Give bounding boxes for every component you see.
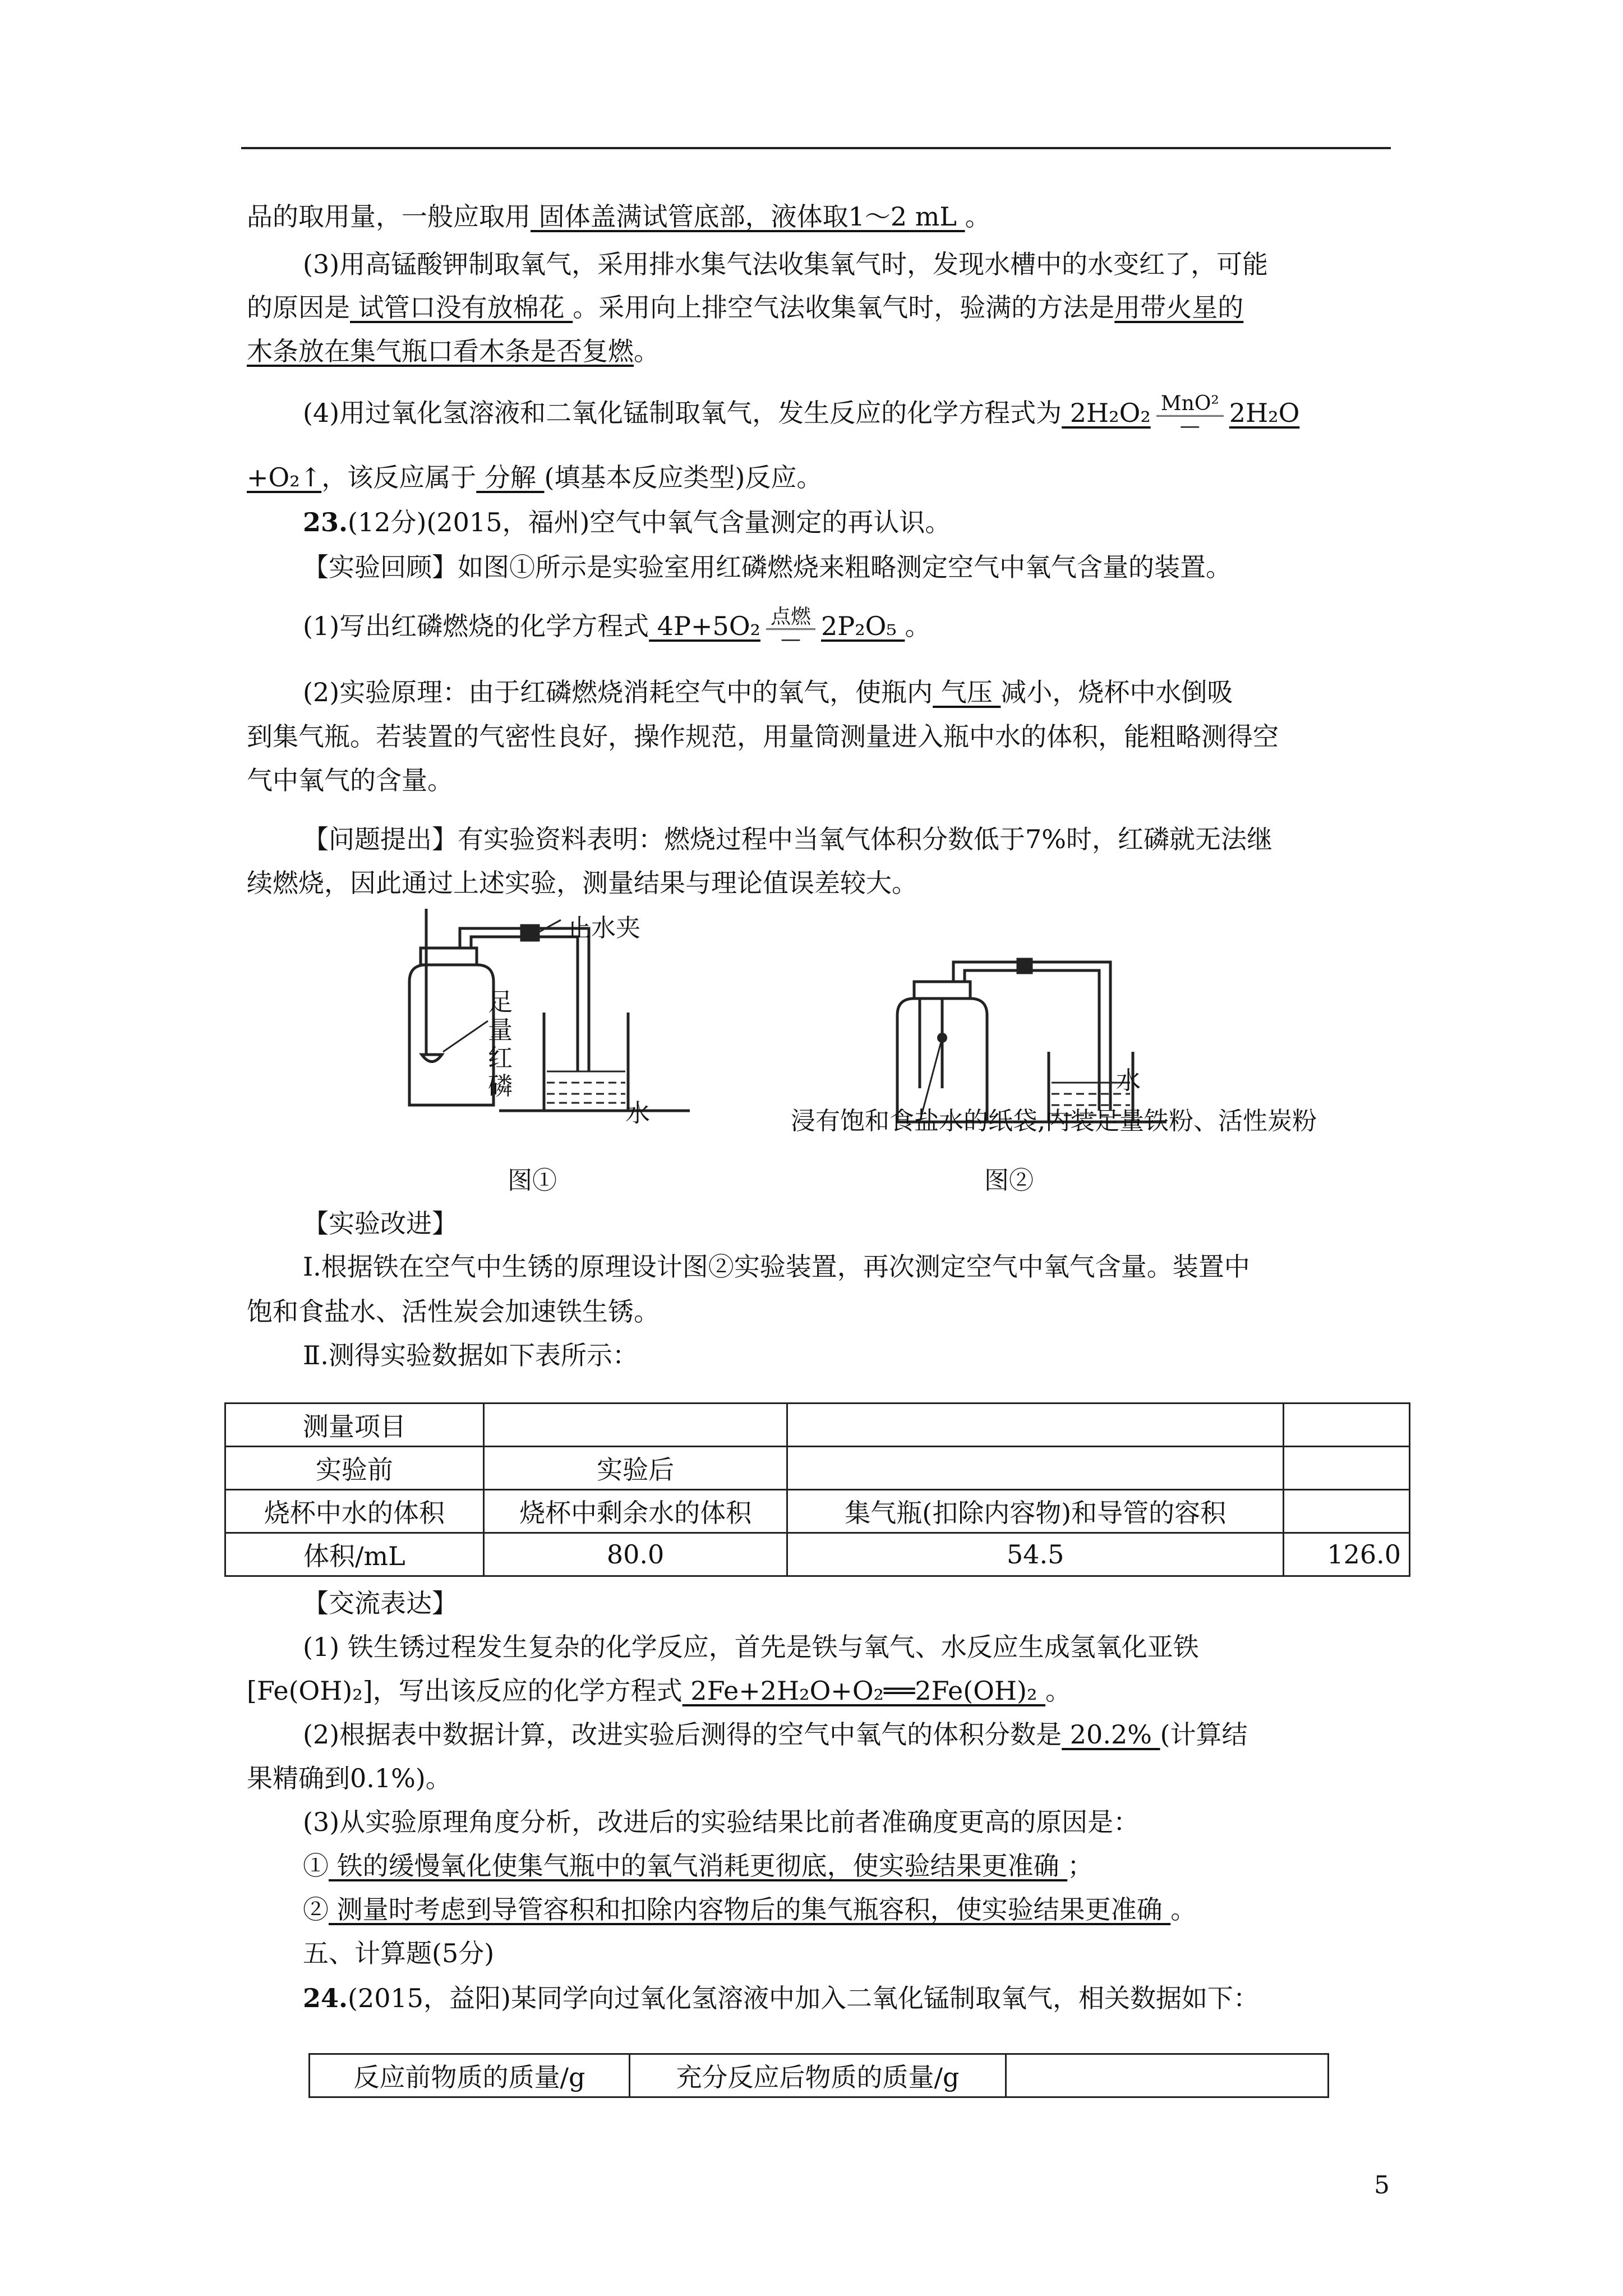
table-cell — [1283, 1490, 1409, 1533]
line-9 — [303, 606, 1391, 651]
text: (填基本反应类型)反应。 — [544, 462, 823, 493]
figure-2-note: 浸有饱和食盐水的纸袋,内装足量铁粉、活性炭粉 — [791, 1107, 1317, 1135]
table-row — [225, 1533, 1410, 1576]
answer: 固体盖满试管底部，液体取1～2 mL — [531, 201, 965, 232]
text: ② — [303, 1894, 329, 1925]
table-cell: 烧杯中剩余水的体积 — [483, 1490, 787, 1533]
answer: 2H₂O₂ — [1062, 398, 1151, 428]
figure-1-caption: 图① — [508, 1166, 557, 1195]
label-phosphorus-3: 红 — [488, 1044, 513, 1073]
table-cell: 实验前 — [225, 1447, 484, 1490]
line-5 — [303, 393, 1391, 438]
figure-2-caption: 图② — [984, 1166, 1034, 1195]
text: (2015，益阳)某同学向过氧化氢溶液中加入二氧化锰制取氧气，相关数据如下： — [348, 1983, 1259, 2013]
line-11: 到集气瓶。若装置的气密性良好，操作规范，用量筒测量进入瓶中水的体积，能粗略测得空 — [247, 721, 1279, 752]
table-cell: 反应前物质的质量/g — [310, 2054, 630, 2097]
table-row — [310, 2054, 1329, 2097]
line-22 — [303, 1714, 1391, 1755]
line-21 — [247, 1671, 1391, 1711]
text: 品的取用量，一般应取用 — [247, 201, 531, 232]
answer: 气压 — [933, 677, 1001, 707]
answer: 2P₂O₅ — [821, 611, 905, 641]
text: 。 — [1170, 1894, 1197, 1925]
text: (2)根据表中数据计算，改进实验后测得的空气中氧气的体积分数是 — [303, 1719, 1062, 1750]
table-cell: 集气瓶(扣除内容物)和导管的容积 — [787, 1490, 1283, 1533]
line-8: 【实验回顾】如图①所示是实验室用红磷燃烧来粗略测定空气中氧气含量的装置。 — [303, 552, 1232, 582]
table-cell: 烧杯中水的体积 — [225, 1490, 484, 1533]
table-cell — [1006, 2054, 1329, 2097]
condition-label: 点燃 — [766, 605, 815, 630]
line-12: 气中氧气的含量。 — [247, 765, 453, 795]
question-number: 24. — [303, 1983, 348, 2013]
table-row — [225, 1490, 1410, 1533]
section-heading: 五、计算题(5分) — [303, 1938, 495, 1968]
line-24: (3)从实验原理角度分析，改进后的实验结果比前者准确度更高的原因是： — [303, 1807, 1140, 1837]
answer: 测量时考虑到导管容积和扣除内容物后的集气瓶容积，使实验结果更准确 — [329, 1894, 1171, 1925]
table-cell — [483, 1404, 787, 1447]
table-cell: 80.0 — [483, 1533, 787, 1576]
table-cell — [787, 1447, 1283, 1490]
answer: +O₂↑ — [247, 462, 322, 493]
table-cell: 测量项目 — [225, 1404, 484, 1447]
label-phosphorus-2: 量 — [488, 1016, 513, 1045]
answer: 用带火星的 — [1114, 292, 1244, 323]
text: ① — [303, 1851, 329, 1881]
line-17: 饱和食盐水、活性炭会加速铁生锈。 — [247, 1296, 660, 1327]
table-cell: 126.0 — [1283, 1533, 1409, 1576]
data-table — [224, 1402, 1410, 1577]
text: (4)用过氧化氢溶液和二氧化锰制取氧气，发生反应的化学方程式为 — [303, 398, 1062, 428]
answer: 4P+5O₂ — [649, 611, 760, 641]
line-19: 【交流表达】 — [303, 1588, 458, 1618]
line-6 — [247, 457, 1391, 498]
answer: 试管口没有放棉花 — [350, 292, 573, 323]
text: ； — [1067, 1851, 1094, 1881]
table-row — [225, 1404, 1410, 1447]
mass-table — [308, 2053, 1329, 2098]
text: 。采用向上排空气法收集氧气时，验满的方法是 — [573, 292, 1115, 323]
table-cell: 54.5 — [787, 1533, 1283, 1576]
text: 。 — [965, 201, 991, 232]
line-13: 【问题提出】有实验资料表明：燃烧过程中当氧气体积分数低于7%时，红磷就无法继 — [303, 824, 1272, 854]
line-15: 【实验改进】 — [303, 1208, 458, 1239]
label-phosphorus-4: 磷 — [488, 1072, 513, 1101]
answer: 20.2% — [1062, 1719, 1160, 1750]
text: 。 — [1045, 1676, 1072, 1706]
label-water-1: 水 — [625, 1099, 650, 1128]
answer: 铁的缓慢氧化使集气瓶中的氧气消耗更彻底，使实验结果更准确 — [329, 1851, 1068, 1881]
text: (计算结 — [1160, 1719, 1248, 1750]
table-cell: 体积/mL — [225, 1533, 484, 1576]
text: 的原因是 — [247, 292, 350, 323]
reaction-condition: 点燃 — — [766, 606, 815, 651]
line-20: (1) 铁生锈过程发生复杂的化学反应，首先是铁与氧气、水反应生成氢氧化亚铁 — [303, 1632, 1199, 1662]
table-cell — [1283, 1404, 1409, 1447]
text: [Fe(OH)₂]，写出该反应的化学方程式 — [247, 1676, 683, 1706]
line-14: 续燃烧，因此通过上述实验，测量结果与理论值误差较大。 — [247, 868, 917, 898]
answer: 2Fe+2H₂O+O₂══2Fe(OH)₂ — [682, 1676, 1046, 1706]
page-number: 5 — [1374, 2171, 1390, 2200]
label-water-2: 水 — [1116, 1066, 1141, 1095]
line-18: Ⅱ.测得实验数据如下表所示： — [303, 1340, 638, 1370]
text: 。 — [905, 611, 931, 641]
line-4 — [247, 331, 1391, 371]
text: (2)实验原理：由于红磷燃烧消耗空气中的氧气，使瓶内 — [303, 677, 933, 707]
line-23: 果精确到0.1%)。 — [247, 1763, 451, 1793]
answer: 分解 — [476, 462, 545, 493]
reaction-condition: MnO² — — [1156, 393, 1224, 438]
line-25 — [303, 1846, 1391, 1886]
text: 。 — [634, 336, 660, 366]
line-16: Ⅰ.根据铁在空气中生锈的原理设计图②实验装置，再次测定空气中氧气含量。装置中 — [303, 1251, 1250, 1282]
figure-1-diagram — [387, 903, 701, 1144]
text: (1)写出红磷燃烧的化学方程式 — [303, 611, 649, 641]
question-24 — [303, 1978, 1391, 2018]
table-row — [225, 1447, 1410, 1490]
table-cell: 实验后 — [483, 1447, 787, 1490]
line-10 — [303, 672, 1391, 712]
text: ，该反应属于 — [321, 462, 477, 493]
table-cell — [787, 1404, 1283, 1447]
question-number: 23. — [303, 507, 348, 537]
line-26 — [303, 1889, 1391, 1930]
label-phosphorus-1: 足 — [488, 988, 513, 1016]
table-cell: 充分反应后物质的质量/g — [630, 2054, 1006, 2097]
question-23 — [303, 502, 1391, 542]
catalyst-label: MnO² — [1156, 392, 1224, 417]
answer: 木条放在集气瓶口看木条是否复燃 — [247, 336, 634, 366]
line-1 — [247, 196, 1391, 237]
line-2: (3)用高锰酸钾制取氧气，采用排水集气法收集氧气时，发现水槽中的水变红了，可能 — [303, 249, 1269, 279]
header-rule — [241, 147, 1391, 149]
table-cell — [1283, 1447, 1409, 1490]
text: 减小，烧杯中水倒吸 — [1000, 677, 1233, 707]
line-3 — [247, 287, 1391, 328]
answer: 2H₂O — [1229, 398, 1300, 428]
label-clamp: 止水夹 — [566, 914, 640, 942]
text: (12分)(2015，福州)空气中氧气含量测定的再认识。 — [348, 507, 951, 537]
